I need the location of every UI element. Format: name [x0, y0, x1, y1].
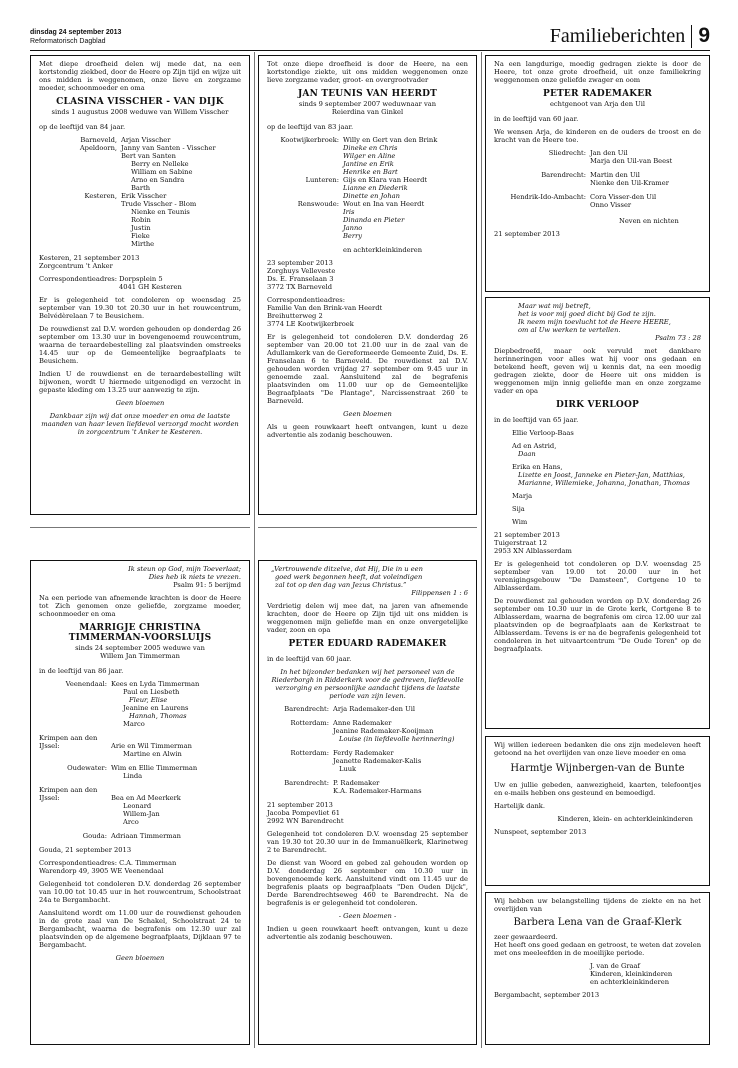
date-place: Kesteren, 21 september 2013	[39, 254, 140, 262]
row-divider	[258, 527, 477, 528]
condolence-text: Er is gelegenheid tot condoleren op woensdag 25 september van 19.30 tot 20.30 uur in het rouwcentrum, Belvédèrelaan 7 te Beusichem.	[39, 296, 241, 320]
place-date: Nunspeet, september 2013	[494, 828, 587, 836]
deceased-name: CLASINA VISSCHER - VAN DIJK	[56, 97, 224, 107]
family-list: Sliedrecht: Jan den Uil Marja den Uil-van Beest Barendrecht: Martin den Uil Nienke den Uil-Kramer Hendrik-Ido-Ambacht: Cora Visser-den Uil Onno Visser	[510, 149, 673, 209]
bible-reference: Psalm 91: 5 berijmd	[173, 581, 241, 589]
correspondence-address: Correspondentieadres: Dorpsplein 5	[39, 275, 163, 283]
age-line: in de leeftijd van 86 jaar.	[39, 667, 124, 675]
intro-text: Tot onze diepe droefheid is door de Heere, na een kortstondige ziekte, uit ons midden weggenomen onze lieve zorgzame vader, groot- en overgrootvader	[267, 60, 468, 84]
family-list: Veenendaal: Kees en Lyda Timmerman Paul en Liesbeth Fleur, Elise Jeanine en Laurens Hannah, Thomas Marco Krimpen aan den IJssel: Arie en Wil Timmerman Martine en Alwin Oudewater: Wim en Ellie Timmerman Linda Krimpen aan den IJssel: Bea en Ad Meerkerk Leonard Willem-Jan Arco Gouda: Adriaan Timmerman	[39, 680, 200, 840]
deceased-name: MARRIGJE CHRISTINA	[79, 623, 201, 633]
column-divider	[254, 52, 255, 1048]
intro-text: Verdrietig delen wij mee dat, na jaren van afnemende krachten, door de Heere op Zijn tijd uit ons midden is weggenomen mijn geliefde man en onze onvergetelijke vader, zoon en opa	[267, 602, 468, 634]
location: Zorgcentrum 't Anker	[39, 262, 113, 270]
thanks-text: Uw en jullie gebeden, aanwezigheid, kaarten, telefoontjes en e-mails hebben ons gesteund en bemoedigd.	[494, 781, 701, 797]
wish-text: We wensen Arja, de kinderen en de ouders de troost en de kracht van de Heere toe.	[494, 128, 701, 144]
condolence-text: Er is gelegenheid tot condoleren D.V. donderdag 26 september van 20.00 tot 21.00 uur in de zaal van de Adullamkerk van de Gereformeerde Gemeente Zuid, Ds. E. Franselaan 6 te Barneveld. De rouwdienst zal D.V. gehouden worden vrijdag 27 september om 9.45 uur in genoemde zaal. Aansluitend zal de begrafenis plaatsvinden om 11.00 uur op de Gemeentelijke Begraafplaats "De Plantage", Narcissenstraat 260 te Barneveld.	[267, 333, 468, 405]
thanks-text: Dankbaar zijn wij dat onze moeder en oma de laatste maanden van haar leven liefdevol verzorgd mocht worden in zorgcentrum 't Anker te Kesteren.	[41, 412, 239, 436]
thanks-text: Het heeft ons goed gedaan en getroost, te weten dat zovelen met ons meeleefden in de moeilijke periode.	[494, 941, 701, 957]
deceased-surname: TIMMERMAN-VOORSLUIJS	[68, 633, 212, 643]
intro-text: Wij hebben uw belangstelling tijdens de ziekte en na het overlijden van	[494, 897, 701, 913]
obituary-rademaker-family	[485, 55, 710, 292]
deceased-name: Harmtje Wijnbergen-van de Bunte	[510, 763, 685, 774]
service-text: De dienst van Woord en gebed zal gehouden worden op D.V. donderdag 26 september om 10.30 uur in bovengenoemde kerk. Aansluitend vindt om 11.45 uur de begrafenis plaats op begraafplaats "Den Ouden Dijck", Derde Barendrechtseweg 460 te Barendrecht. Na de begrafenis is er gelegenheid tot condoleren.	[267, 859, 468, 907]
section-title: Familieberichten	[550, 25, 693, 48]
column-divider	[481, 52, 482, 1048]
header-rule	[30, 50, 710, 51]
condolence-text: Gelegenheid tot condoleren D.V. donderdag 26 september van 10.00 tot 10.45 uur in het rouwcentrum, Schoolstraat 24a te Bergambacht.	[39, 880, 241, 904]
deceased-name: JAN TEUNIS VAN HEERDT	[297, 89, 438, 99]
condolence-text: Gelegenheid tot condoleren D.V. woensdag 25 september van 19.30 tot 20.30 uur in de Immanuëlkerk, Klarinetweg 2 te Barendrecht.	[267, 830, 468, 854]
place-date: Bergambacht, september 2013	[494, 991, 600, 999]
nephews-line: Neven en nichten	[619, 217, 679, 225]
deceased-name: DIRK VERLOOP	[556, 400, 639, 410]
thanks-van-de-graaf: Wij hebben uw belangstelling tijdens de ziekte en na het overlijden van Barbera Lena van de Graaf-Klerk zeer gewaardeerd. Het heeft ons goed gedaan en getroost, te weten dat zovelen met ons meeleefden in de moeilijke periode. J. van de Graaf Kinderen, kleinkinderen en achterkleinkinderen Bergambacht, september 2013	[485, 892, 710, 1045]
date-place: Gouda, 21 september 2013	[39, 846, 132, 854]
family-list: Kootwijkerbroek: Willy en Gert van den Brink Dineke en Chris Wilger en Aline Jantine en Erik Henrike en Bart Lunteren: Gijs en Klara van Heerdt Lianne en Diederik Dinette en Johan Renswoude: Wout en Ina van Heerdt Iris Dinanda en Pieter Janno Berry	[280, 136, 438, 240]
issue-date: dinsdag 24 september 2013	[30, 29, 122, 36]
widower-spouse: Reierdina van Ginkel	[331, 108, 404, 116]
age-line: op de leeftijd van 83 jaar.	[267, 123, 354, 131]
row-divider	[30, 527, 250, 528]
thanks-wijnbergen: Wij willen iedereen bedanken die ons zijn medeleven heeft getoond na het overlijden van onze lieve moeder en oma Harmtje Wijnbergen-van de Bunte Uw en jullie gebeden, aanwezigheid, kaarten, telefoontjes en e-mails hebben ons gesteund en bemoedigd. Hartelijk dank. Kinderen, klein- en achterkleinkinderen Nunspeet, september 2013	[485, 736, 710, 886]
intro-text: Na een periode van afnemende krachten is door de Heere tot Zich genomen onze geliefde, zorgzame moeder, schoonmoeder en oma	[39, 594, 241, 618]
obituary-visscher	[30, 55, 250, 515]
deceased-name: Barbera Lena van de Graaf-Klerk	[513, 917, 682, 928]
date-line: 21 september 2013	[494, 230, 560, 238]
condolence-text: Er is gelegenheid tot condoleren op D.V. woensdag 25 september van 19.00 tot 20.00 uur in het verenigingsgebouw "De Damsteen", Cortgene 10 te Alblasserdam.	[494, 560, 701, 592]
service-text: De rouwdienst zal D.V. worden gehouden op donderdag 26 september om 13.30 uur in bovengenoemd rouwcentrum, waarna de teraardebestelling zal plaatsvinden omstreeks 14.45 uur op de Gemeentelijke begraafplaats te Beusichem.	[39, 325, 241, 365]
invitation-text: Indien U de rouwdienst en de teraardebestelling wilt bijwonen, wordt U hiermede uitgenodigd en verzocht in gepaste kleding om 13.25 uur aanwezig te zijn.	[39, 370, 241, 394]
no-flowers: Geen bloemen	[115, 954, 165, 962]
no-flowers: Geen bloemen	[115, 399, 165, 407]
signature: J. van de Graaf	[590, 962, 640, 970]
obituary-van-heerdt: Tot onze diepe droefheid is door de Heere, na een kortstondige ziekte, uit ons midden weggenomen onze lieve zorgzame vader, groot- en overgrootvader JAN TEUNIS VAN HEERDT sinds 9 september 2007 weduwnaar van Reierdina van Ginkel op de leeftijd van 83 jaar. Kootwijkerbroek: Willy en Gert van den Brink Dineke en Chris Wilger en Aline Jantine en Erik Henrike en Bart Lunteren: Gijs en Klara van Heerdt Lianne en Diederik Dinette en Johan Renswoude: Wout en Ina van Heerdt Iris Dinanda en Pieter Janno Berry en achterkleinkinderen 23 september 2013 Zorghuys Velleveste Ds. E. Franselaan 3 3772 TX Barneveld Correspondentieadres: Familie Van den Brink-van Heerdt Breihutterweg 2 3774 LE Kootwijkerbroek Er is gelegenheid tot condoleren D.V. donderdag 26 september van 20.00 tot 21.00 uur in de zaal van de Adullamkerk van de Gereformeerde Gemeente Zuid, Ds. E. Franselaan 6 te Barneveld. De rouwdienst zal D.V. gehouden worden vrijdag 27 september om 9.45 uur in genoemde zaal. Aansluitend zal de begrafenis plaatsvinden om 11.00 uur op de Gemeentelijke Begraafplaats "De Plantage", Narcissenstraat 260 te Barneveld. Geen bloemen Als u geen rouwkaart heeft ontvangen, kunt u deze advertentie als zodanig beschouwen.	[258, 55, 477, 515]
no-flowers: - Geen bloemen -	[338, 912, 397, 920]
intro-text: Wij willen iedereen bedanken die ons zijn medeleven heeft getoond na het overlijden van onze lieve moeder en oma	[494, 741, 701, 757]
bible-reference: Psalm 73 : 28	[655, 334, 701, 342]
card-notice: Indien u geen rouwkaart heeft ontvangen, kunt u deze advertentie als zodanig beschouwen.	[267, 925, 468, 941]
page-header-right	[550, 24, 710, 48]
intro-text: Diepbedroefd, maar ook vervuld met dankbare herinneringen voor alles wat hij voor ons gedaan en betekend heeft, geven wij u kennis dat, na een moedig gedragen ziekte, door de Heere uit ons midden is weggenomen mijn innig geliefde man en onze zorgzame vader en opa	[494, 347, 701, 395]
correspondence-postcode: 4041 GH Kesteren	[119, 283, 182, 291]
intro-text: Na een langdurige, moedig gedragen ziekte is door de Heere, tot onze grote droefheid, uit onze familiekring weggenomen onze geliefde zwager en oom	[494, 60, 701, 84]
page-number: 9	[698, 24, 710, 47]
page-header-left	[30, 28, 121, 46]
age-line: op de leeftijd van 84 jaar.	[39, 123, 126, 131]
age-line: in de leeftijd van 60 jaar.	[494, 115, 579, 123]
obituary-timmerman: Ik steun op God, mijn Toeverlaat; Dies heb ik niets te vrezen. Psalm 91: 5 berijmd Na een periode van afnemende krachten is door de Heere tot Zich genomen onze geliefde, zorgzame moeder, schoonmoeder en oma MARRIGJE CHRISTINA TIMMERMAN-VOORSLUIJS sinds 24 september 2005 weduwe van Willem Jan Timmerman in de leeftijd van 86 jaar. Veenendaal: Kees en Lyda Timmerman Paul en Liesbeth Fleur, Elise Jeanine en Laurens Hannah, Thomas Marco Krimpen aan den IJssel: Arie en Wil Timmerman Martine en Alwin Oudewater: Wim en Ellie Timmerman Linda Krimpen aan den IJssel: Bea en Ad Meerkerk Leonard Willem-Jan Arco Gouda: Adriaan Timmerman Gouda, 21 september 2013 Correspondentieadres: C.A. Timmerman Warendorp 49, 3905 WE Veenendaal Gelegenheid tot condoleren D.V. donderdag 26 september van 10.00 tot 10.45 uur in het rouwcentrum, Schoolstraat 24a te Bergambacht. Aansluitend wordt om 11.00 uur de rouwdienst gehouden in de grote zaal van De Schakel, Schoolstraat 24 te Bergambacht, waarna de begrafenis om 12.30 uur zal plaatsvinden op de algemene begraafplaats, Dijklaan 97 te Bergambacht. Geen bloemen	[30, 560, 250, 1045]
no-flowers: Geen bloemen	[343, 410, 392, 418]
widower-line: sinds 9 september 2007 weduwnaar van	[298, 100, 437, 108]
age-line: in de leeftijd van 65 jaar.	[494, 416, 579, 424]
obituary-verloop: Maar wat mij betreft, het is voor mij goed dicht bij God te zijn. Ik neem mijn toevlucht tot de Heere HEERE, om al Uw werken te vertellen. Psalm 73 : 28 Diepbedroefd, maar ook vervuld met dankbare herinneringen voor alles wat hij voor ons gedaan en betekend heeft, geven wij u kennis dat, na een moedig gedragen ziekte, door de Heere uit ons midden is weggenomen mijn innig geliefde man en onze zorgzame vader en opa DIRK VERLOOP in de leeftijd van 65 jaar. Ellie Verloop-Baas Ad en Astrid, Daan Erika en Hans, Lizette en Joost, Janneke en Pieter-Jan, Matthias, Marianne, Willemieke, Johanna, Jonathan, Thomas Marja Sija Wim 21 september 2013 Tuigerstraat 12 2953 XN Alblasserdam Er is gelegenheid tot condoleren op D.V. woensdag 25 september van 19.00 tot 20.00 uur in het verenigingsgebouw "De Damsteen", Cortgene 10 te Alblasserdam. De rouwdienst zal gehouden worden op D.V. donderdag 26 september om 10.30 uur in de Grote kerk, Cortgene 8 te Alblasserdam, waarna de begrafenis om circa 12.00 uur zal plaatsvinden op de begraafplaats aan de Kerkstraat te Alblasserdam. Tevens is er na de begrafenis gelegenheid tot condoleren in het uitvaartcentrum "De Oude Toren" op de begraafplaats.	[485, 297, 710, 729]
service-text: Aansluitend wordt om 11.00 uur de rouwdienst gehouden in de grote zaal van De Schakel, Schoolstraat 24 te Bergambacht, waarna de begrafenis om 12.30 uur zal plaatsvinden op de algemene begraafplaats, Dijklaan 97 te Bergambacht.	[39, 909, 241, 949]
family-list: Barneveld, Arjan Visscher Apeldoorn, Janny van Santen - Visscher Bert van Santen Berry en Nelleke William en Sabine Arno en Sandra Barth Kesteren, Erik Visscher Trude Visscher - Blom Nienke en Teunis Robin Justin Fieke Mirthe	[79, 136, 216, 248]
deceased-name: PETER EDUARD RADEMAKER	[288, 639, 447, 649]
card-notice: Als u geen rouwkaart heeft ontvangen, kunt u deze advertentie als zodanig beschouwen.	[267, 423, 468, 439]
family-list: Ellie Verloop-Baas Ad en Astrid, Daan Erika en Hans, Lizette en Joost, Janneke en Pieter-Jan, Matthias, Marianne, Willemieke, Johanna, Jonathan, Thomas Marja Sija Wim	[512, 429, 690, 526]
signature: Kinderen, klein- en achterkleinkinderen	[557, 815, 693, 823]
obituary-peter-rademaker: „Vertrouwende ditzelve, dat Hij, Die in u een goed werk begonnen heeft, dat voleindigen zal tot op den dag van Jezus Christus.” Filippensen 1 : 6 Verdrietig delen wij mee dat, na jaren van afnemende krachten, door de Heere op Zijn tijd uit ons midden is weggenomen mijn geliefde man en onze onvergetelijke vader, zoon en opa PETER EDUARD RADEMAKER in de leeftijd van 60 jaar. In het bijzonder bedanken wij het personeel van de Riederborgh in Ridderkerk voor de gedreven, liefdevolle verzorging en persoonlijke aandacht tijdens de laatste periode van zijn leven. Barendrecht: Arja Rademaker-den Uil Rotterdam: Anne Rademaker Jeanine Rademaker-Kooijman Louise (in liefdevolle herinnering) Rotterdam: Ferdy Rademaker Jeanette Rademaker-Kalis Luuk Barendrecht: P. Rademaker K.A. Rademaker-Harmans 21 september 2013 Jacoba Pompevliet 61 2992 WN Barendrecht Gelegenheid tot condoleren D.V. woensdag 25 september van 19.30 tot 20.30 uur in de Immanuëlkerk, Klarinetweg 2 te Barendrecht. De dienst van Woord en gebed zal gehouden worden op D.V. donderdag 26 september om 10.30 uur in bovengenoemde kerk. Aansluitend vindt om 11.45 uur de begrafenis plaats op begraafplaats "Den Ouden Dijck", Derde Barendrechtseweg 460 te Barendrecht. Na de begrafenis is er gelegenheid tot condoleren. - Geen bloemen - Indien u geen rouwkaart heeft ontvangen, kunt u deze advertentie als zodanig beschouwen.	[258, 560, 477, 1045]
widow-line: sinds 1 augustus 2008 weduwe van Willem Visscher	[51, 108, 229, 116]
intro-text: Met diepe droefheid delen wij mede dat, na een kortstondig ziekbed, door de Heere op Zijn tijd en wijze uit ons midden is weggenomen, onze lieve en zorgzame moeder, schoonmoeder en oma	[39, 60, 241, 92]
bible-reference: Filippensen 1 : 6	[411, 589, 468, 597]
family-list: Barendrecht: Arja Rademaker-den Uil Rotterdam: Anne Rademaker Jeanine Rademaker-Kooijman Louise (in liefdevolle herinnering) Rotterdam: Ferdy Rademaker Jeanette Rademaker-Kalis Luuk Barendrecht: P. Rademaker K.A. Rademaker-Harmans	[284, 705, 455, 795]
service-text: De rouwdienst zal gehouden worden op D.V. donderdag 26 september om 10.30 uur in de Grote kerk, Cortgene 8 te Alblasserdam, waarna de begrafenis om circa 12.00 uur zal plaatsvinden op de begraafplaats aan de Kerkstraat te Alblasserdam. Tevens is er na de begrafenis gelegenheid tot condoleren in het uitvaartcentrum "De Oude Toren" op de begraafplaats.	[494, 597, 701, 653]
grandchildren-line: en achterkleinkinderen	[343, 246, 423, 254]
age-line: in de leeftijd van 60 jaar.	[267, 655, 352, 663]
thanks-text: In het bijzonder bedanken wij het personeel van de Riederborgh in Ridderkerk voor de gedreven, liefdevolle verzorging en persoonlijke aandacht tijdens de laatste periode van zijn leven.	[271, 668, 464, 700]
spouse-line: echtgenoot van Arja den Uil	[549, 100, 646, 108]
deceased-name: PETER RADEMAKER	[542, 89, 653, 99]
newspaper-name: Reformatorisch Dagblad	[30, 38, 106, 45]
